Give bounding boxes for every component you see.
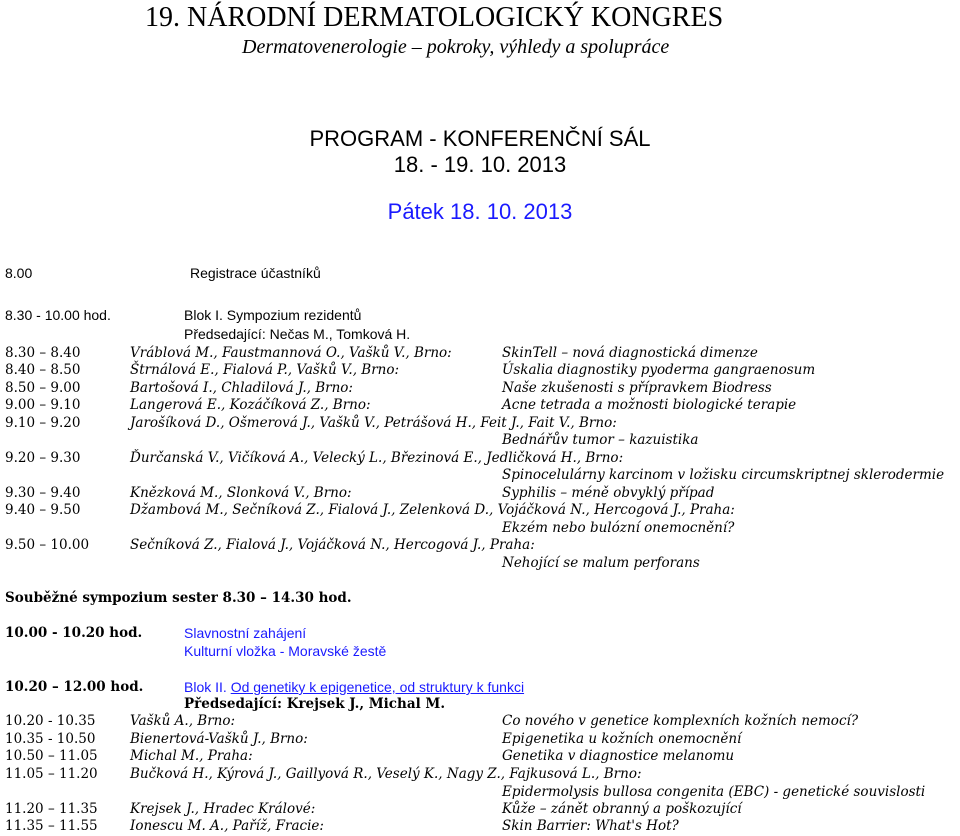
- b1-row9-time: 9.50 – 10.00: [5, 537, 90, 553]
- program-heading: PROGRAM - KONFERENČNÍ SÁL: [309, 126, 651, 151]
- b2-row1-time: 10.20 - 10.35: [5, 713, 96, 729]
- nurses-symposium: Souběžné sympozium sester 8.30 – 14.30 hod.: [5, 590, 352, 606]
- page-subtitle: Dermatovenerologie – pokroky, výhledy a spolupráce: [242, 36, 670, 58]
- registration-time: 8.00: [5, 265, 33, 281]
- b1-row1-authors: Vráblová M., Faustmannová O., Vašků V., Brno:: [130, 345, 452, 361]
- b1-row8-authors: Džambová M., Sečníková Z., Fialová J., Zelenková D., Vojáčková N., Hercogová J., Praha:: [130, 502, 735, 518]
- b1-row5-talk: Bednářův tumor – kazuistika: [502, 432, 699, 448]
- b2-row2-talk: Epigenetika u kožních onemocnění: [502, 731, 742, 747]
- opening-title: Slavnostní zahájení: [184, 625, 307, 641]
- b1-row8-time: 9.40 – 9.50: [5, 502, 81, 518]
- b2-row5-talk: Kůže – zánět obranný a poškozující: [502, 801, 742, 817]
- block2-chairs: Předsedající: Krejsek J., Michal M.: [184, 696, 446, 712]
- block1-title: Blok I. Sympozium rezidentů: [184, 307, 362, 323]
- b1-row6-authors: Ďurčanská V., Vičíková A., Velecký L., Březinová E., Jedličková H., Brno:: [130, 450, 624, 466]
- b1-row9-authors: Sečníková Z., Fialová J., Vojáčková N., Hercogová J., Praha:: [130, 537, 535, 553]
- b2-row4-time: 11.05 – 11.20: [5, 766, 98, 782]
- b2-row5-authors: Krejsek J., Hradec Králové:: [130, 801, 316, 817]
- opening-subtitle: Kulturní vložka - Moravské žestě: [184, 643, 387, 659]
- b2-row1-authors: Vašků A., Brno:: [130, 713, 236, 729]
- b1-row9-talk: Nehojící se malum perforans: [502, 555, 700, 571]
- block2-title-prefix: Blok II.: [184, 679, 231, 695]
- block2-title-rest: Od genetiky k epigenetice, od struktury k funkci: [230, 679, 525, 695]
- b1-row2-time: 8.40 – 8.50: [5, 362, 81, 378]
- b1-row6-time: 9.20 – 9.30: [5, 450, 81, 466]
- b1-row8-talk: Ekzém nebo bulózní onemocnění?: [502, 520, 735, 536]
- b1-row2-authors: Štrnálová E., Fialová P., Vašků V., Brno:: [130, 362, 400, 378]
- b1-row3-authors: Bartošová I., Chladilová J., Brno:: [130, 380, 353, 396]
- b1-row4-authors: Langerová E., Kozáčíková Z., Brno:: [130, 397, 371, 413]
- b2-row3-authors: Michal M., Praha:: [130, 748, 253, 764]
- b1-row3-time: 8.50 – 9.00: [5, 380, 81, 396]
- page-title: 19. NÁRODNÍ DERMATOLOGICKÝ KONGRES: [145, 2, 724, 33]
- b1-row7-talk: Syphilis – méně obvyklý případ: [502, 485, 715, 501]
- b2-row2-time: 10.35 - 10.50: [5, 731, 96, 747]
- block1-time: 8.30 - 10.00 hod.: [5, 307, 111, 323]
- b1-row4-time: 9.00 – 9.10: [5, 397, 81, 413]
- b1-row7-authors: Knězková M., Slonková V., Brno:: [130, 485, 352, 501]
- block2-time: 10.20 – 12.00 hod.: [5, 679, 144, 695]
- b2-row4-talk: Epidermolysis bullosa congenita (EBC) - genetické souvislosti: [502, 784, 926, 800]
- block1-chairs: Předsedající: Nečas M., Tomková H.: [184, 326, 411, 342]
- b1-row2-talk: Úskalia diagnostiky pyoderma gangraenosum: [502, 362, 816, 378]
- b2-row5-time: 11.20 – 11.35: [5, 801, 98, 817]
- day-heading: Pátek 18. 10. 2013: [387, 199, 573, 224]
- b1-row5-time: 9.10 – 9.20: [5, 415, 81, 431]
- b2-row2-authors: Bienertová-Vašků J., Brno:: [130, 731, 308, 747]
- b1-row1-talk: SkinTell – nová diagnostická dimenze: [502, 345, 758, 361]
- b2-row3-talk: Genetika v diagnostice melanomu: [502, 748, 735, 764]
- b2-row1-talk: Co nového v genetice komplexních kožních nemocí?: [502, 713, 859, 729]
- registration-label: Registrace účastníků: [190, 265, 321, 281]
- b2-row4-authors: Bučková H., Kýrová J., Gaillyová R., Veselý K., Nagy Z., Fajkusová L., Brno:: [130, 766, 642, 782]
- block2-title: [184, 679, 524, 695]
- b2-row6-authors: Ionescu M. A., Paříž, Fracie:: [130, 818, 324, 834]
- b1-row7-time: 9.30 – 9.40: [5, 485, 81, 501]
- b1-row3-talk: Naše zkušenosti s přípravkem Biodress: [502, 380, 772, 396]
- b1-row1-time: 8.30 – 8.40: [5, 345, 81, 361]
- b2-row6-time: 11.35 – 11.55: [5, 818, 98, 834]
- b1-row6-talk: Spinocelulárny karcinom v ložisku circumskriptnej sklerodermie: [502, 467, 945, 483]
- b1-row5-authors: Jarošíková D., Ošmerová J., Vašků V., Petrášová H., Feit J., Fait V., Brno:: [130, 415, 617, 431]
- b2-row6-talk: Skin Barrier: What's Hot?: [502, 818, 679, 834]
- b1-row4-talk: Acne tetrada a možnosti biologické terapie: [502, 397, 797, 413]
- opening-time: 10.00 - 10.20 hod.: [5, 625, 143, 641]
- b2-row3-time: 10.50 – 11.05: [5, 748, 98, 764]
- program-dates: 18. - 19. 10. 2013: [393, 152, 567, 177]
